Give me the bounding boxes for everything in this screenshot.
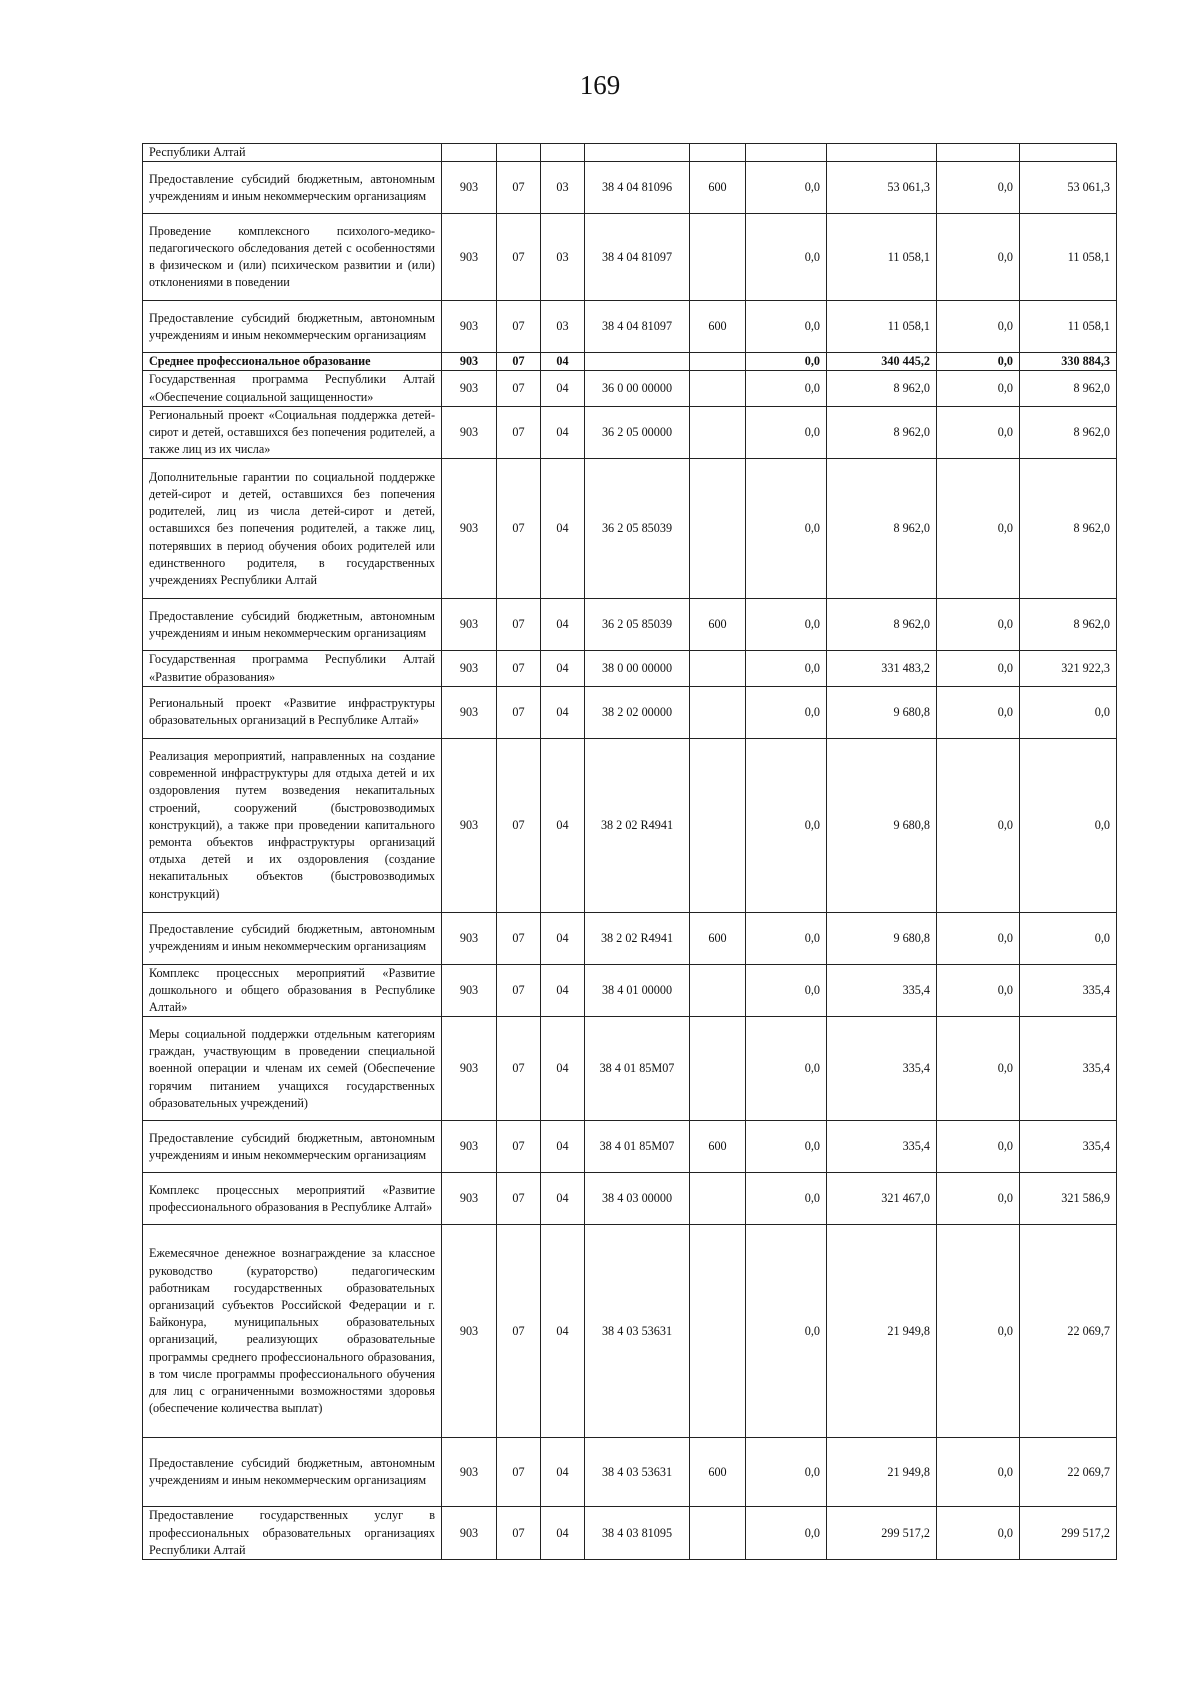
value-4: 8 962,0: [1020, 459, 1117, 599]
value-4: 8 962,0: [1020, 406, 1117, 459]
section-code: 07: [497, 1121, 541, 1173]
value-2: 331 483,2: [827, 651, 937, 686]
subsection-code: 04: [541, 406, 585, 459]
expense-type: [690, 214, 746, 301]
expense-type: [690, 371, 746, 406]
value-4: 299 517,2: [1020, 1507, 1117, 1560]
value-1: 0,0: [746, 1121, 827, 1173]
subsection-code: 04: [541, 353, 585, 371]
expense-type: [690, 353, 746, 371]
target-article: 36 2 05 85039: [585, 599, 690, 651]
value-2: 9 680,8: [827, 912, 937, 964]
target-article: 36 2 05 00000: [585, 406, 690, 459]
subsection-code: 03: [541, 214, 585, 301]
section-code: 07: [497, 459, 541, 599]
table-row: [143, 162, 1117, 214]
table-row: [143, 1173, 1117, 1225]
value-4: 335,4: [1020, 1121, 1117, 1173]
value-4: 22 069,7: [1020, 1438, 1117, 1507]
row-name: Предоставление субсидий бюджетным, автономным учреждениям и иным некоммерческим организациям: [143, 1121, 442, 1173]
section-code: 07: [497, 371, 541, 406]
value-1: 0,0: [746, 371, 827, 406]
row-name: Региональный проект «Развитие инфраструктуры образовательных организаций в Республике Алтай»: [143, 686, 442, 738]
expense-type: [690, 738, 746, 912]
row-name: Комплекс процессных мероприятий «Развитие дошкольного и общего образования в Республике Алтай»: [143, 964, 442, 1017]
row-name: Республики Алтай: [143, 144, 442, 162]
value-3: 0,0: [937, 214, 1020, 301]
admin-code: 903: [442, 1507, 497, 1560]
table-row: [143, 912, 1117, 964]
value-4: 53 061,3: [1020, 162, 1117, 214]
table-row: [143, 1507, 1117, 1560]
expense-type: [690, 144, 746, 162]
value-3: [937, 144, 1020, 162]
value-3: 0,0: [937, 686, 1020, 738]
subsection-code: 04: [541, 686, 585, 738]
section-code: 07: [497, 162, 541, 214]
expense-type: [690, 459, 746, 599]
value-4: 335,4: [1020, 1017, 1117, 1121]
value-2: 340 445,2: [827, 353, 937, 371]
value-1: 0,0: [746, 1225, 827, 1438]
admin-code: 903: [442, 1121, 497, 1173]
subsection-code: 04: [541, 1507, 585, 1560]
row-name: Дополнительные гарантии по социальной поддержке детей-сирот и детей, оставшихся без попечения родителей, лиц из числа детей-сирот и детей, оставшихся без попечения родителей, а также лиц, потерявших в период обучения обоих родителей или единственного родителя, в государственных учреждениях Республики Алтай: [143, 459, 442, 599]
value-3: 0,0: [937, 371, 1020, 406]
target-article: 38 4 01 85M07: [585, 1121, 690, 1173]
table-row: [143, 371, 1117, 406]
value-4: 0,0: [1020, 738, 1117, 912]
row-name: Государственная программа Республики Алтай «Обеспечение социальной защищенности»: [143, 371, 442, 406]
section-code: 07: [497, 738, 541, 912]
target-article: 36 2 05 85039: [585, 459, 690, 599]
value-2: 9 680,8: [827, 686, 937, 738]
table-row: [143, 1017, 1117, 1121]
value-1: 0,0: [746, 1438, 827, 1507]
table-row: [143, 353, 1117, 371]
admin-code: [442, 144, 497, 162]
admin-code: 903: [442, 912, 497, 964]
subsection-code: 04: [541, 1173, 585, 1225]
value-4: 330 884,3: [1020, 353, 1117, 371]
admin-code: 903: [442, 459, 497, 599]
value-2: 11 058,1: [827, 214, 937, 301]
value-1: 0,0: [746, 1017, 827, 1121]
section-code: 07: [497, 1017, 541, 1121]
row-name: Проведение комплексного психолого-медико-педагогического обследования детей с особенностями в физическом и (или) психическом развитии и (или) отклонениями в поведении: [143, 214, 442, 301]
target-article: 38 4 03 53631: [585, 1438, 690, 1507]
value-2: 299 517,2: [827, 1507, 937, 1560]
subsection-code: 04: [541, 912, 585, 964]
expense-type: 600: [690, 912, 746, 964]
value-2: [827, 144, 937, 162]
expense-type: [690, 1225, 746, 1438]
value-1: 0,0: [746, 301, 827, 353]
row-name: Среднее профессиональное образование: [143, 353, 442, 371]
value-1: 0,0: [746, 686, 827, 738]
admin-code: 903: [442, 162, 497, 214]
value-2: 21 949,8: [827, 1438, 937, 1507]
target-article: 38 4 03 53631: [585, 1225, 690, 1438]
subsection-code: 03: [541, 301, 585, 353]
value-1: 0,0: [746, 738, 827, 912]
value-2: 8 962,0: [827, 406, 937, 459]
expense-type: [690, 1507, 746, 1560]
table-row: [143, 686, 1117, 738]
target-article: 38 4 01 00000: [585, 964, 690, 1017]
table-row: [143, 964, 1117, 1017]
table-row: [143, 738, 1117, 912]
value-3: 0,0: [937, 1121, 1020, 1173]
value-1: 0,0: [746, 214, 827, 301]
admin-code: 903: [442, 1173, 497, 1225]
expense-type: 600: [690, 599, 746, 651]
value-2: 8 962,0: [827, 599, 937, 651]
value-4: 335,4: [1020, 964, 1117, 1017]
row-name: Предоставление субсидий бюджетным, автономным учреждениям и иным некоммерческим организациям: [143, 599, 442, 651]
admin-code: 903: [442, 964, 497, 1017]
value-2: 9 680,8: [827, 738, 937, 912]
value-3: 0,0: [937, 1438, 1020, 1507]
value-1: [746, 144, 827, 162]
value-2: 8 962,0: [827, 459, 937, 599]
target-article: 38 4 01 85M07: [585, 1017, 690, 1121]
subsection-code: 04: [541, 371, 585, 406]
value-4: 8 962,0: [1020, 599, 1117, 651]
target-article: 38 4 04 81096: [585, 162, 690, 214]
budget-table: [142, 143, 1117, 1560]
row-name: Меры социальной поддержки отдельным категориям граждан, участвующим в проведении специальной военной операции и членам их семей (Обеспечение горячим питанием учащихся государственных образовательных учреждений): [143, 1017, 442, 1121]
section-code: 07: [497, 1173, 541, 1225]
section-code: 07: [497, 599, 541, 651]
section-code: 07: [497, 214, 541, 301]
admin-code: 903: [442, 738, 497, 912]
admin-code: 903: [442, 599, 497, 651]
row-name: Региональный проект «Социальная поддержка детей-сирот и детей, оставшихся без попечения родителей, а также лиц из их числа»: [143, 406, 442, 459]
value-3: 0,0: [937, 301, 1020, 353]
value-1: 0,0: [746, 1173, 827, 1225]
subsection-code: 04: [541, 964, 585, 1017]
value-4: [1020, 144, 1117, 162]
value-3: 0,0: [937, 1225, 1020, 1438]
value-3: 0,0: [937, 1017, 1020, 1121]
target-article: 38 2 02 R4941: [585, 738, 690, 912]
value-3: 0,0: [937, 599, 1020, 651]
value-4: 321 922,3: [1020, 651, 1117, 686]
row-name: Предоставление субсидий бюджетным, автономным учреждениям и иным некоммерческим организациям: [143, 1438, 442, 1507]
expense-type: [690, 406, 746, 459]
admin-code: 903: [442, 1438, 497, 1507]
target-article: 38 4 03 00000: [585, 1173, 690, 1225]
value-1: 0,0: [746, 912, 827, 964]
value-2: 53 061,3: [827, 162, 937, 214]
target-article: 36 0 00 00000: [585, 371, 690, 406]
value-2: 335,4: [827, 1121, 937, 1173]
value-4: 321 586,9: [1020, 1173, 1117, 1225]
value-1: 0,0: [746, 162, 827, 214]
admin-code: 903: [442, 406, 497, 459]
expense-type: 600: [690, 162, 746, 214]
value-3: 0,0: [937, 406, 1020, 459]
row-name: Государственная программа Республики Алтай «Развитие образования»: [143, 651, 442, 686]
table-row: [143, 1225, 1117, 1438]
value-4: 11 058,1: [1020, 301, 1117, 353]
expense-type: 600: [690, 301, 746, 353]
value-3: 0,0: [937, 738, 1020, 912]
value-3: 0,0: [937, 912, 1020, 964]
value-1: 0,0: [746, 459, 827, 599]
section-code: 07: [497, 406, 541, 459]
section-code: [497, 144, 541, 162]
table-row: [143, 459, 1117, 599]
value-3: 0,0: [937, 459, 1020, 599]
subsection-code: 04: [541, 599, 585, 651]
value-3: 0,0: [937, 1507, 1020, 1560]
expense-type: [690, 1017, 746, 1121]
section-code: 07: [497, 651, 541, 686]
target-article: 38 4 04 81097: [585, 301, 690, 353]
subsection-code: 04: [541, 651, 585, 686]
section-code: 07: [497, 686, 541, 738]
admin-code: 903: [442, 353, 497, 371]
row-name: Предоставление государственных услуг в профессиональных образовательных организациях Республики Алтай: [143, 1507, 442, 1560]
table-row: [143, 599, 1117, 651]
value-3: 0,0: [937, 353, 1020, 371]
value-2: 335,4: [827, 964, 937, 1017]
expense-type: 600: [690, 1121, 746, 1173]
subsection-code: 04: [541, 1438, 585, 1507]
table-row: [143, 406, 1117, 459]
admin-code: 903: [442, 301, 497, 353]
value-1: 0,0: [746, 1507, 827, 1560]
target-article: 38 0 00 00000: [585, 651, 690, 686]
target-article: 38 2 02 00000: [585, 686, 690, 738]
subsection-code: 04: [541, 1017, 585, 1121]
row-name: Предоставление субсидий бюджетным, автономным учреждениям и иным некоммерческим организациям: [143, 301, 442, 353]
subsection-code: 04: [541, 459, 585, 599]
expense-type: [690, 964, 746, 1017]
page-number: 169: [579, 70, 621, 100]
table-row: [143, 1438, 1117, 1507]
value-1: 0,0: [746, 964, 827, 1017]
admin-code: 903: [442, 686, 497, 738]
section-code: 07: [497, 964, 541, 1017]
target-article: [585, 353, 690, 371]
row-name: Предоставление субсидий бюджетным, автономным учреждениям и иным некоммерческим организациям: [143, 912, 442, 964]
section-code: 07: [497, 301, 541, 353]
value-3: 0,0: [937, 1173, 1020, 1225]
subsection-code: 04: [541, 1225, 585, 1438]
value-4: 8 962,0: [1020, 371, 1117, 406]
section-code: 07: [497, 912, 541, 964]
expense-type: [690, 651, 746, 686]
value-4: 11 058,1: [1020, 214, 1117, 301]
value-4: 0,0: [1020, 686, 1117, 738]
admin-code: 903: [442, 651, 497, 686]
row-name: Ежемесячное денежное вознаграждение за классное руководство (кураторство) педагогическим работникам государственных образовательных организаций субъектов Российской Федерации и г. Байконура, муниципальных образовательных организаций, реализующих образовательные программы среднего профессионального образования, в том числе программы профессионального обучения для лиц с ограниченными возможностями здоровья (обеспечение количества выплат): [143, 1225, 442, 1438]
admin-code: 903: [442, 214, 497, 301]
table-row: [143, 301, 1117, 353]
section-code: 07: [497, 1507, 541, 1560]
target-article: 38 2 02 R4941: [585, 912, 690, 964]
value-2: 321 467,0: [827, 1173, 937, 1225]
value-1: 0,0: [746, 599, 827, 651]
table-row: [143, 214, 1117, 301]
value-3: 0,0: [937, 964, 1020, 1017]
value-1: 0,0: [746, 651, 827, 686]
value-3: 0,0: [937, 651, 1020, 686]
value-2: 335,4: [827, 1017, 937, 1121]
table-row: [143, 651, 1117, 686]
value-1: 0,0: [746, 353, 827, 371]
value-2: 21 949,8: [827, 1225, 937, 1438]
target-article: 38 4 04 81097: [585, 214, 690, 301]
target-article: [585, 144, 690, 162]
section-code: 07: [497, 1438, 541, 1507]
expense-type: 600: [690, 1438, 746, 1507]
row-name: Комплекс процессных мероприятий «Развитие профессионального образования в Республике Алтай»: [143, 1173, 442, 1225]
value-3: 0,0: [937, 162, 1020, 214]
table-row: [143, 1121, 1117, 1173]
subsection-code: 04: [541, 738, 585, 912]
admin-code: 903: [442, 371, 497, 406]
value-4: 22 069,7: [1020, 1225, 1117, 1438]
subsection-code: 03: [541, 162, 585, 214]
table-row: [143, 144, 1117, 162]
value-4: 0,0: [1020, 912, 1117, 964]
expense-type: [690, 686, 746, 738]
admin-code: 903: [442, 1225, 497, 1438]
subsection-code: 04: [541, 1121, 585, 1173]
target-article: 38 4 03 81095: [585, 1507, 690, 1560]
row-name: Предоставление субсидий бюджетным, автономным учреждениям и иным некоммерческим организациям: [143, 162, 442, 214]
admin-code: 903: [442, 1017, 497, 1121]
subsection-code: [541, 144, 585, 162]
section-code: 07: [497, 353, 541, 371]
row-name: Реализация мероприятий, направленных на создание современной инфраструктуры для отдыха детей и их оздоровления путем возведения некапитальных строений, сооружений (быстровозводимых конструкций), а также при проведении капитального ремонта объектов инфраструктуры организаций отдыха детей и их оздоровления (создание некапитальных объектов (быстровозводимых конструкций): [143, 738, 442, 912]
section-code: 07: [497, 1225, 541, 1438]
expense-type: [690, 1173, 746, 1225]
value-1: 0,0: [746, 406, 827, 459]
value-2: 8 962,0: [827, 371, 937, 406]
value-2: 11 058,1: [827, 301, 937, 353]
